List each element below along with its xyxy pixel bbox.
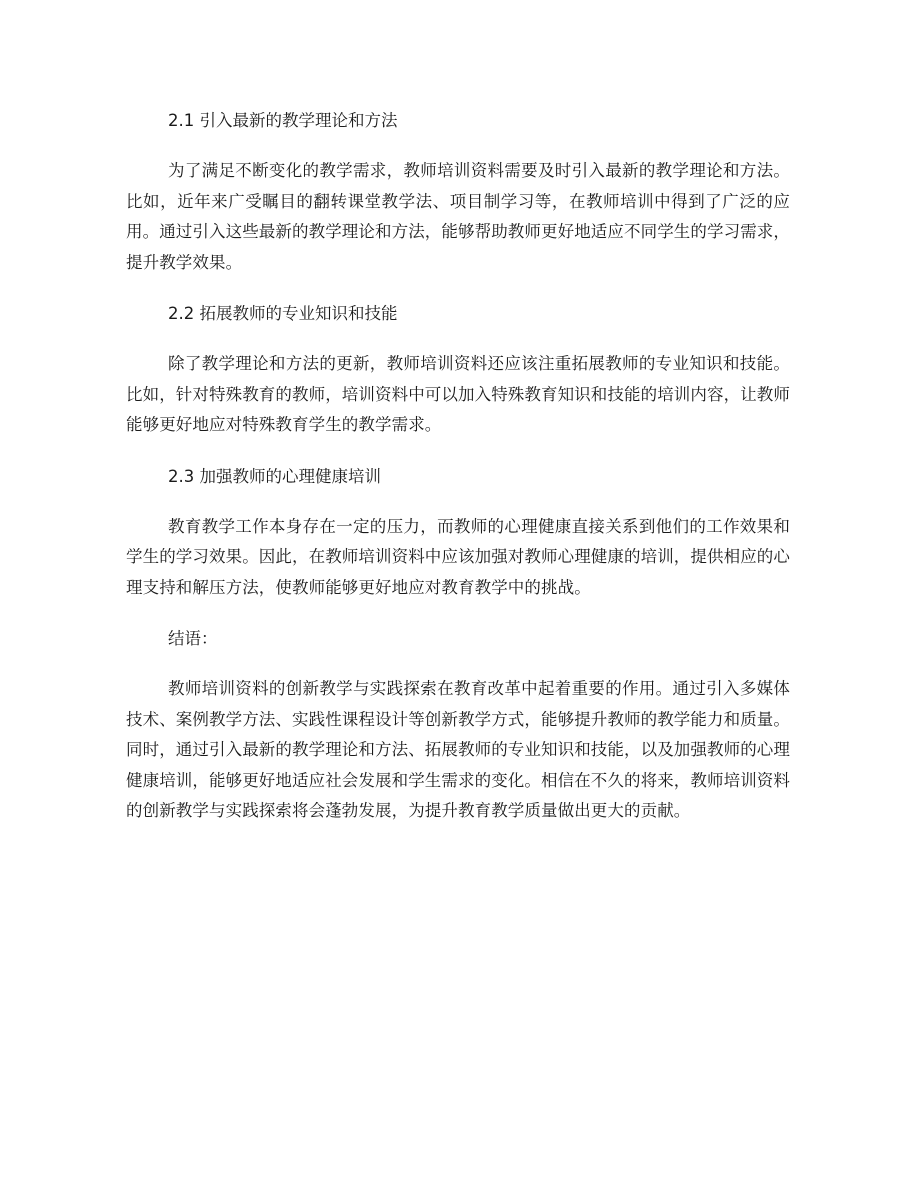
section-heading-2-1: 2.1 引入最新的教学理论和方法 — [168, 111, 398, 130]
section-heading-2-3: 2.3 加强教师的心理健康培训 — [168, 466, 381, 486]
section-heading-2-2: 2.2 拓展教师的专业知识和技能 — [168, 304, 398, 323]
conclusion-heading: 结语： — [168, 629, 218, 648]
conclusion-body: 教师培训资料的创新教学与实践探索在教育改革中起着重要的作用。通过引入多媒体技术、案例教学方法、实践性课程设计等创新教学方式，能够提升教师的教学能力和质量。同时，通过引入最新的教学理论和方法、拓展教师的专业知识和技能，以及加强教师的心理健康培训，能够更好地适应社会发展和学生需求的变化。相信在不久的将来，教师培训资料的创新教学与实践探索将会蓬勃发展，为提升教育教学质量做出更大的贡献。 — [126, 679, 790, 820]
section-body-2-1: 为了满足不断变化的教学需求，教师培训资料需要及时引入最新的教学理论和方法。比如，近年来广受瞩目的翻转课堂教学法、项目制学习等，在教师培训中得到了广泛的应用。通过引入这些最新的教学理论和方法，能够帮助教师更好地适应不同学生的学习需求，提升教学效果。 — [126, 161, 790, 272]
section-body-2-2: 除了教学理论和方法的更新，教师培训资料还应该注重拓展教师的专业知识和技能。比如，针对特殊教育的教师，培训资料中可以加入特殊教育知识和技能的培训内容，让教师能够更好地应对特殊教育学生的教学需求。 — [126, 354, 790, 434]
section-body-2-3: 教育教学工作本身存在一定的压力，而教师的心理健康直接关系到他们的工作效果和学生的学习效果。因此，在教师培训资料中应该加强对教师心理健康的培训，提供相应的心理支持和解压方法，使教师能够更好地应对教育教学中的挑战。 — [126, 516, 790, 597]
